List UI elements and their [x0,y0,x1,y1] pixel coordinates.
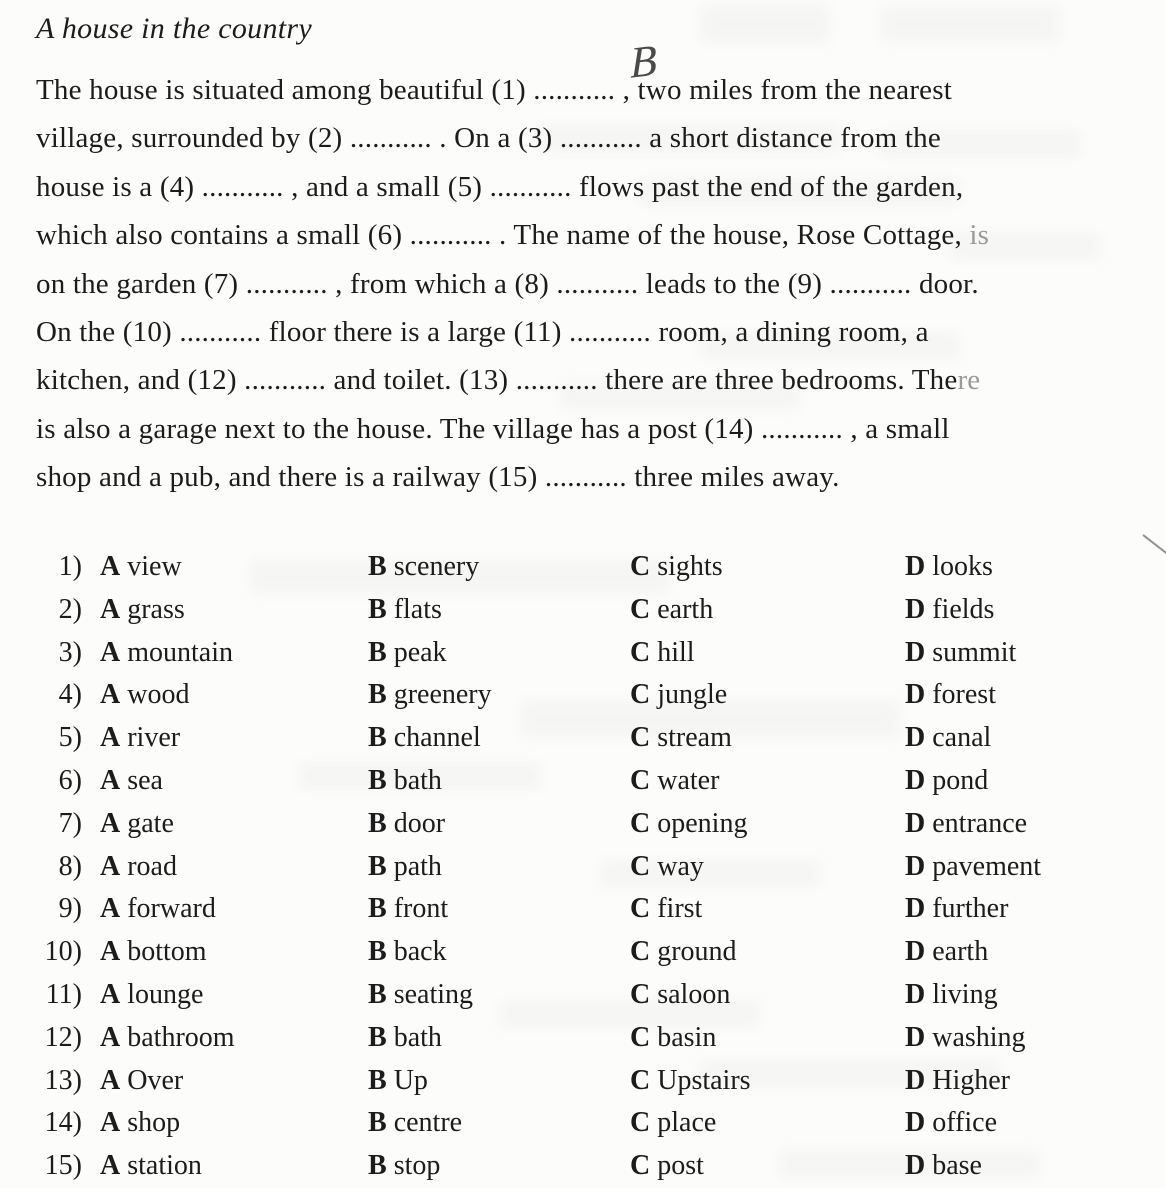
option-row-9 [36,888,1156,931]
passage-line-text: shop and a pub, and there is a railway (15) ........... three miles away. [36,461,840,494]
option-D [905,803,1027,846]
option-number: 11) [45,978,82,1010]
option-letter: A [100,679,121,711]
option-letter: D [905,764,926,796]
passage-line-5 [36,260,1146,308]
option-letter: D [905,850,926,882]
option-word: greenery [386,679,492,711]
option-D [905,1102,997,1145]
option-number: 7) [58,807,82,839]
option-letter: A [100,593,121,625]
option-row-10 [36,931,1156,974]
option-letter: B [368,1064,387,1096]
option-number: 3) [58,636,82,668]
option-C [630,1102,716,1145]
option-letter: D [905,551,926,582]
option-word: fields [925,593,995,625]
option-letter: C [630,1021,651,1053]
option-letter: D [905,679,926,711]
option-C [630,803,747,846]
passage-line-6 [36,308,1146,356]
option-word: earth [650,593,714,625]
option-letter: B [368,850,387,882]
option-word: Over [120,1064,184,1096]
option-D [905,974,998,1017]
passage-line-8 [36,405,1146,453]
option-word: further [925,893,1009,925]
option-row-14 [36,1102,1156,1145]
option-C [630,888,702,931]
option-C [630,974,730,1017]
option-letter: D [905,636,926,668]
option-letter: C [630,1150,651,1182]
option-word: saloon [650,978,731,1010]
option-A [100,974,203,1017]
option-word: canal [925,722,992,754]
option-number: 5) [58,722,82,754]
option-number: 8) [58,850,82,882]
option-C [630,546,723,589]
option-word: lounge [120,978,204,1010]
option-letter: B [368,679,387,711]
option-word: opening [650,807,748,839]
option-word: gate [120,807,174,839]
option-C [630,589,713,632]
option-letter: A [100,722,121,754]
option-word: Upstairs [650,1064,751,1096]
passage-line-9 [36,453,1146,501]
option-letter: D [905,1021,926,1053]
option-letter: D [905,807,926,839]
option-word: centre [386,1107,463,1139]
option-D [905,717,991,760]
option-letter: A [100,936,121,968]
option-letter: B [368,1021,387,1053]
option-C [630,1017,716,1060]
option-word: shop [120,1107,181,1139]
option-D [905,589,994,632]
handwritten-answer: B [629,35,658,88]
passage [36,66,1146,502]
option-word: ground [650,936,737,968]
options-list [36,546,1156,1188]
option-C [630,846,704,889]
option-letter: B [368,593,387,625]
option-B [368,589,442,632]
passage-line-text: village, surrounded by (2) ........... . On a (3) ........... a short distance from the [36,122,941,155]
passage-line-2 [36,114,1146,162]
option-row-12 [36,1017,1156,1060]
option-word: Higher [925,1064,1010,1096]
option-word: road [120,850,177,882]
option-D [905,1017,1026,1060]
option-D [905,546,993,589]
option-letter: D [905,1107,926,1139]
option-A [100,632,233,675]
option-letter: A [100,551,121,582]
option-word: Up [386,1064,428,1096]
option-letter: B [368,764,387,796]
option-A [100,1102,180,1145]
option-A [100,846,177,889]
option-letter: A [100,1064,121,1096]
option-word: bath [386,764,442,796]
option-word: place [650,1107,717,1139]
option-word: bottom [120,936,207,968]
option-letter: C [630,850,651,882]
option-C [630,1060,751,1103]
option-letter: B [368,1107,387,1139]
option-number: 15) [44,1150,82,1182]
option-letter: A [100,636,121,668]
option-letter: C [630,764,651,796]
option-letter: A [100,807,121,839]
option-letter: B [368,1150,387,1182]
option-word: water [650,764,720,796]
option-word: way [650,850,704,882]
option-D [905,931,988,974]
option-C [630,632,695,675]
option-B [368,803,445,846]
option-word: peak [386,636,447,668]
option-B [368,1102,462,1145]
option-letter: A [100,1150,121,1182]
option-letter: C [630,893,651,925]
option-letter: A [100,893,121,925]
option-A [100,674,189,717]
option-C [630,674,727,717]
option-word: front [386,893,449,925]
option-number: 1) [58,551,82,582]
option-letter: C [630,1064,651,1096]
option-letter: D [905,593,926,625]
option-letter: D [905,978,926,1010]
option-row-15 [36,1145,1156,1188]
option-letter: A [100,1021,121,1053]
option-word: basin [650,1021,717,1053]
option-letter: D [905,1064,926,1096]
option-C [630,760,719,803]
option-letter: B [368,722,387,754]
option-D [905,1145,982,1188]
option-letter: D [905,893,926,925]
option-B [368,1145,440,1188]
option-word: door [386,807,446,839]
option-B [368,1017,442,1060]
option-letter: A [100,850,121,882]
option-letter: B [368,807,387,839]
option-letter: B [368,893,387,925]
exercise-title: A house in the country [36,12,312,45]
option-letter: C [630,1107,651,1139]
option-letter: A [100,764,121,796]
option-A [100,546,182,589]
option-row-2 [36,589,1156,632]
option-letter: D [905,722,926,754]
option-letter: B [368,551,387,582]
option-A [100,803,174,846]
option-letter: C [630,679,651,711]
option-row-11 [36,974,1156,1017]
option-letter: B [368,978,387,1010]
faded-text: re [957,364,981,397]
option-word: entrance [925,807,1028,839]
passage-line-3 [36,163,1146,211]
passage-line-text: which also contains a small (6) ........... . The name of the house, Rose Cottage, [36,219,962,252]
option-word: pond [925,764,989,796]
option-word: bathroom [120,1021,235,1053]
option-row-7 [36,803,1156,846]
option-number: 6) [58,764,82,796]
option-D [905,760,988,803]
option-word: wood [120,679,190,711]
option-letter: C [630,636,651,668]
option-word: stop [386,1150,441,1182]
show-through-artifact [700,5,830,43]
option-row-6 [36,760,1156,803]
option-number: 13) [44,1064,82,1096]
passage-line-text: kitchen, and (12) ........... and toilet. (13) ........... there are three bedrooms. The [36,364,958,397]
option-word: channel [386,722,481,754]
option-row-1 [36,546,1156,589]
option-word: mountain [120,636,233,668]
option-word: sea [120,764,163,796]
option-word: stream [650,722,732,754]
passage-line-1 [36,66,1146,114]
option-B [368,931,447,974]
option-number: 4) [58,679,82,711]
option-word: seating [386,978,473,1010]
option-word: bath [386,1021,442,1053]
option-word: path [386,850,442,882]
option-row-5 [36,717,1156,760]
option-letter: C [630,978,651,1010]
option-word: living [925,978,998,1010]
passage-line-7 [36,356,1146,404]
option-word: scenery [386,551,480,582]
option-B [368,846,442,889]
option-A [100,888,216,931]
passage-line-text: The house is situated among beautiful (1) ........... , two miles from the nearest [36,74,952,106]
option-letter: C [630,722,651,754]
option-word: grass [120,593,185,625]
faded-text: is [961,219,990,252]
option-D [905,674,996,717]
option-word: sights [650,551,723,582]
option-letter: B [368,936,387,968]
option-D [905,846,1041,889]
option-B [368,888,448,931]
option-A [100,1060,183,1103]
option-word: forest [925,679,996,711]
option-number: 2) [58,593,82,625]
option-word: hill [650,636,695,668]
option-letter: C [630,593,651,625]
option-B [368,546,479,589]
option-row-8 [36,846,1156,889]
option-letter: A [100,978,121,1010]
option-B [368,717,481,760]
option-A [100,717,180,760]
option-word: jungle [650,679,728,711]
option-word: base [925,1150,982,1182]
option-A [100,931,207,974]
option-word: post [650,1150,704,1182]
option-A [100,589,185,632]
option-letter: A [100,1107,121,1139]
passage-line-text: house is a (4) ........... , and a small (5) ........... flows past the end of the garden, [36,170,964,203]
option-word: office [925,1107,998,1139]
option-number: 10) [44,936,82,968]
option-A [100,1017,235,1060]
option-B [368,760,442,803]
option-number: 9) [58,893,82,925]
option-row-3 [36,632,1156,675]
option-number: 14) [44,1107,82,1139]
show-through-artifact [880,6,1060,42]
option-C [630,931,737,974]
option-B [368,1060,428,1103]
option-D [905,632,1016,675]
option-C [630,1145,704,1188]
option-word: pavement [925,850,1042,882]
option-word: back [386,936,447,968]
option-letter: B [368,636,387,668]
option-A [100,760,163,803]
option-word: river [120,722,181,754]
option-word: first [650,893,703,925]
option-letter: C [630,551,651,582]
passage-line-text: On the (10) ........... floor there is a large (11) ........... room, a dining room, a [36,315,929,348]
option-word: station [120,1150,202,1182]
passage-line-4 [36,211,1146,259]
passage-line-text: is also a garage next to the house. The village has a post (14) ........... , a small [36,412,950,445]
option-row-4 [36,674,1156,717]
option-word: view [120,551,182,582]
option-word: looks [925,551,993,582]
option-letter: D [905,936,926,968]
option-word: earth [925,936,989,968]
option-word: washing [925,1021,1026,1053]
option-letter: C [630,807,651,839]
option-A [100,1145,202,1188]
option-word: forward [120,893,216,925]
option-number: 12) [44,1021,82,1053]
option-letter: D [905,1150,926,1182]
option-D [905,1060,1010,1103]
option-B [368,974,473,1017]
option-row-13 [36,1060,1156,1103]
option-word: summit [925,636,1017,668]
option-C [630,717,732,760]
option-word: flats [386,593,442,625]
option-B [368,674,492,717]
option-B [368,632,447,675]
option-letter: C [630,936,651,968]
option-D [905,888,1008,931]
passage-line-text: on the garden (7) ........... , from which a (8) ........... leads to the (9) ........... door. [36,267,979,300]
